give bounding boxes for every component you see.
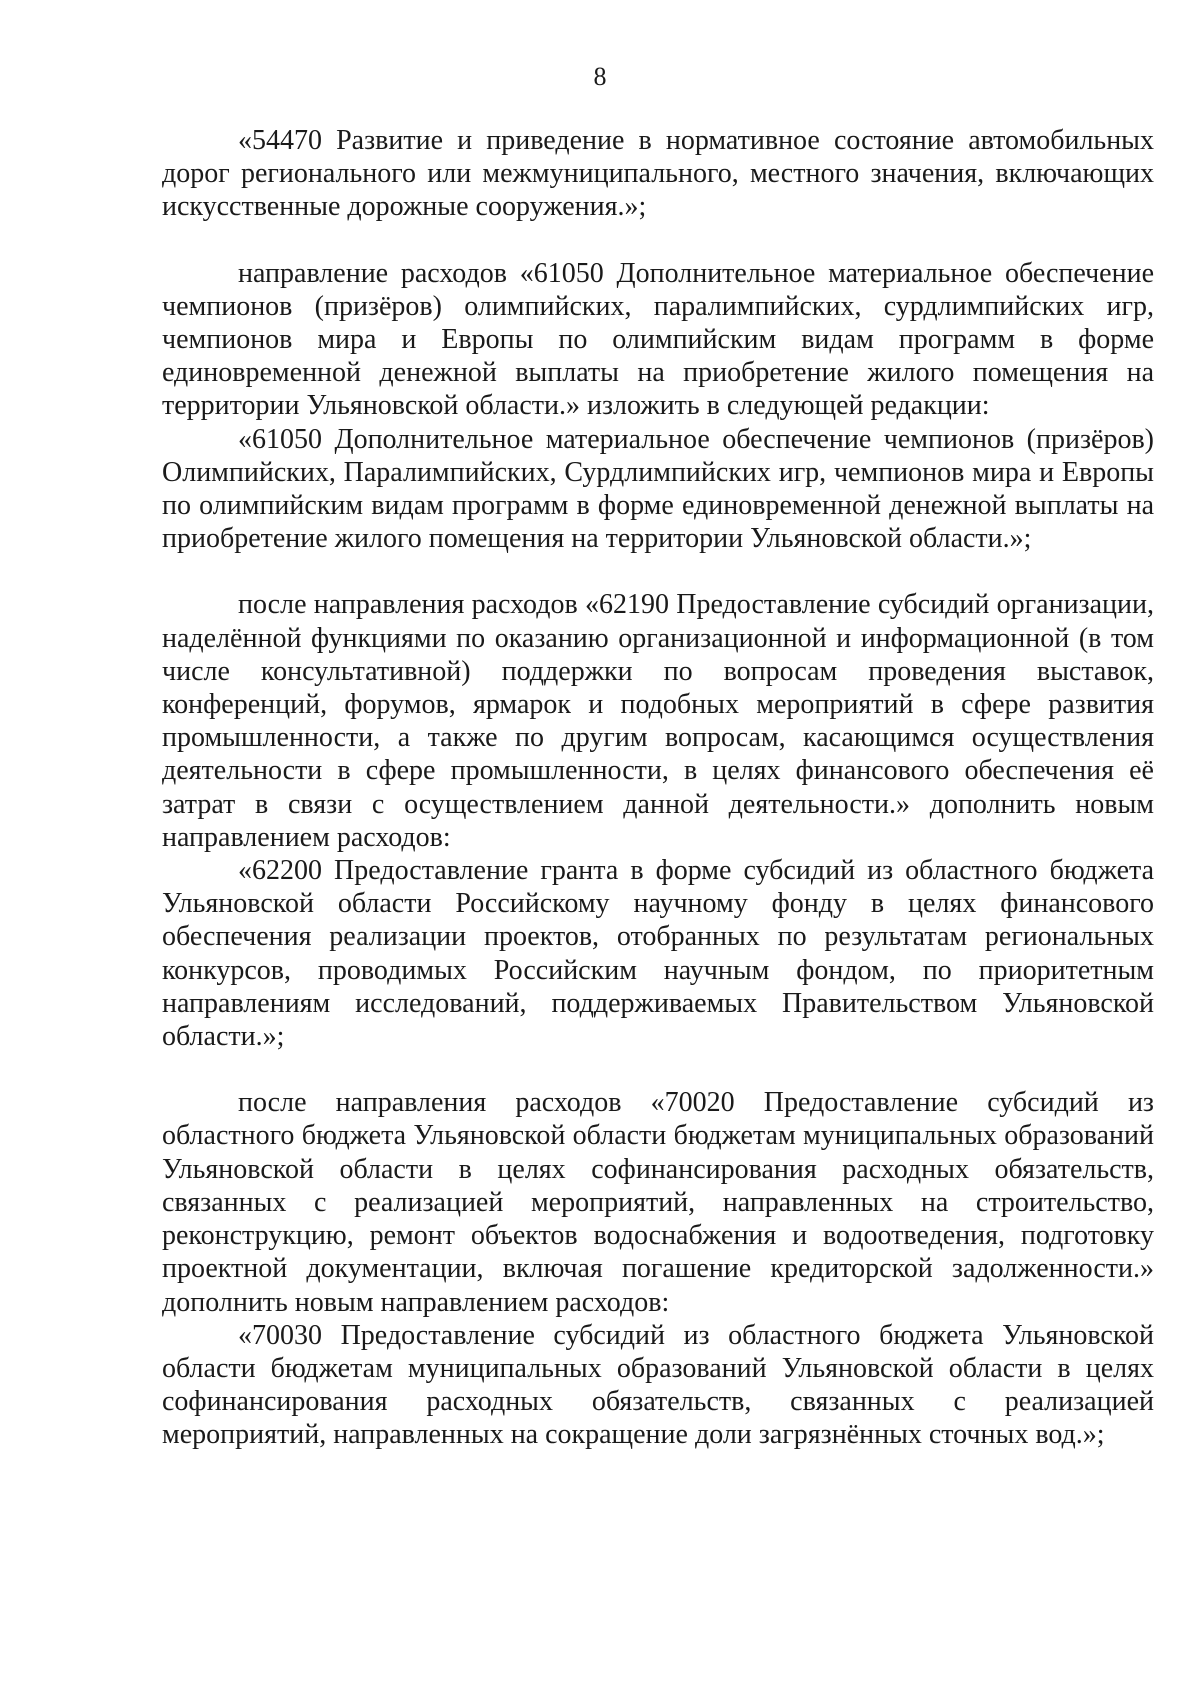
- document-body: [162, 124, 1154, 1452]
- paragraph-spacer: [162, 1053, 1154, 1086]
- paragraph-spacer: [162, 555, 1154, 588]
- paragraph-61050-new-wording: «61050 Дополнительное материальное обеспечение чемпионов (призёров) Олимпийских, Паралимпийских, Сурдлимпийских игр, чемпионов мира и Европы по олимпийским видам программ в форме единовременной денежной выплаты на приобретение жилого помещения на территории Ульяновской области.»;: [162, 423, 1154, 555]
- paragraph-direction-61050: направление расходов «61050 Дополнительное материальное обеспечение чемпионов (призёров) олимпийских, паралимпийских, сурдлимпийских игр, чемпионов мира и Европы по олимпийским видам программ в форме единовременной денежной выплаты на приобретение жилого помещения на территории Ульяновской области.» изложить в следующей редакции:: [162, 257, 1154, 422]
- paragraph-70030: «70030 Предоставление субсидий из областного бюджета Ульяновской области бюджетам муниципальных образований Ульяновской области в целях софинансирования расходных обязательств, связанных с реализацией мероприятий, направленных на сокращение доли загрязнённых сточных вод.»;: [162, 1319, 1154, 1451]
- paragraph-after-70020: после направления расходов «70020 Предоставление субсидий из областного бюджета Ульяновской области бюджетам муниципальных образований Ульяновской области в целях софинансирования расходных обязательств, связанных с реализацией мероприятий, направленных на строительство, реконструкцию, ремонт объектов водоснабжения и водоотведения, подготовку проектной документации, включая погашение кредиторской задолженности.» дополнить новым направлением расходов:: [162, 1087, 1154, 1318]
- paragraph-after-62190: после направления расходов «62190 Предоставление субсидий организации, наделённой функциями по оказанию организационной и информационной (в том числе консультативной) поддержки по вопросам проведения выставок, конференций, форумов, ярмарок и подобных мероприятий в сфере развития промышленности, а также по другим вопросам, касающимся осуществления деятельности в сфере промышленности, в целях финансового обеспечения её затрат в связи с осуществлением данной деятельности.» дополнить новым направлением расходов:: [162, 589, 1154, 853]
- paragraph-62200: «62200 Предоставление гранта в форме субсидий из областного бюджета Ульяновской области Российскому научному фонду в целях финансового обеспечения реализации проектов, отобранных по результатам региональных конкурсов, проводимых Российским научным фондом, по приоритетным направлениям исследований, поддерживаемых Правительством Ульяновской области.»;: [162, 855, 1154, 1053]
- paragraph-spacer: [162, 224, 1154, 257]
- paragraph-54470: «54470 Развитие и приведение в нормативное состояние автомобильных дорог регионального или межмуниципального, местного значения, включающих искусственные дорожные сооружения.»;: [162, 125, 1154, 223]
- page-number: 8: [593, 62, 607, 91]
